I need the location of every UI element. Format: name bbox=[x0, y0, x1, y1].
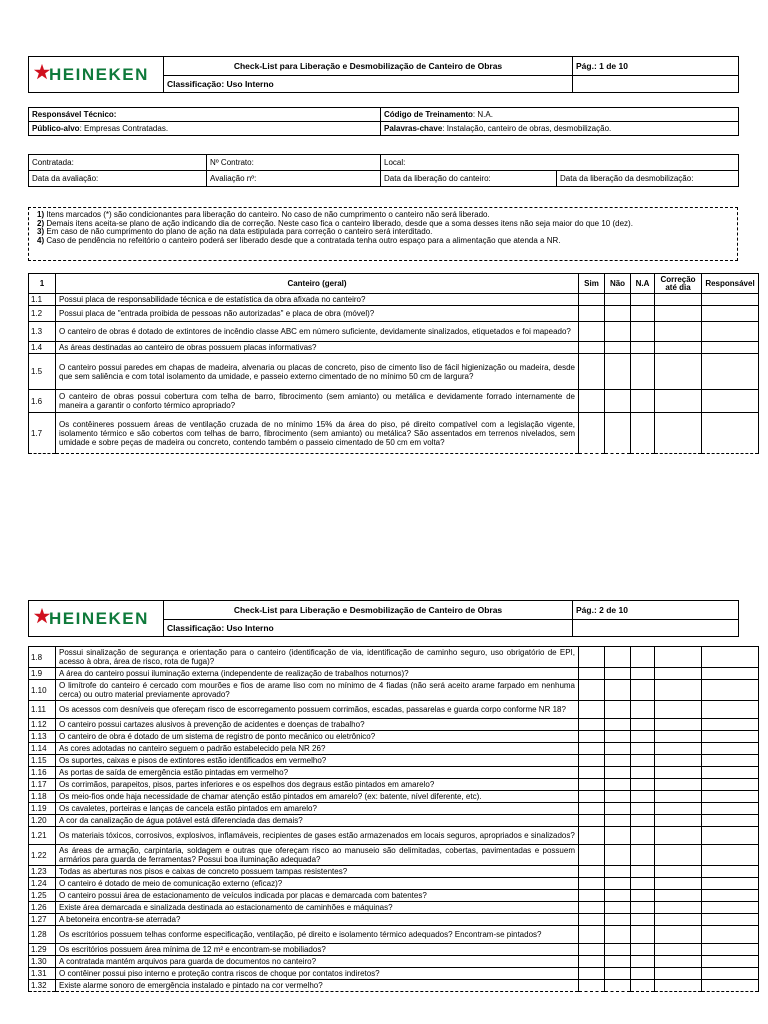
answer-na-cell[interactable] bbox=[631, 342, 655, 354]
item-question: O canteiro de obra é dotado de um sistema de registro de ponto mecânico ou eletrônico? bbox=[56, 731, 579, 743]
answer-nao-cell[interactable] bbox=[605, 980, 631, 992]
correction-date-cell[interactable] bbox=[655, 701, 702, 719]
checklist-row bbox=[29, 668, 759, 680]
item-question: Os escritórios possuem telhas conforme especificação, ventilação, pé direito e isolamento térmico adequados? Encontram-se pintados? bbox=[56, 926, 579, 944]
item-number: 1.18 bbox=[29, 791, 56, 803]
checklist-row bbox=[29, 968, 759, 980]
item-number: 1.26 bbox=[29, 902, 56, 914]
item-question: Possui placa de responsabilidade técnica e de estatística da obra afixada no canteiro? bbox=[56, 294, 579, 306]
col-correction: Correção até dia bbox=[655, 274, 702, 294]
answer-nao-cell[interactable] bbox=[605, 294, 631, 306]
item-number: 1.25 bbox=[29, 890, 56, 902]
col-responsible: Responsável bbox=[702, 274, 759, 294]
item-question: Existe alarme sonoro de emergência instalado e pintado na cor vermelho? bbox=[56, 980, 579, 992]
item-number: 1.8 bbox=[29, 647, 56, 668]
checklist-row bbox=[29, 680, 759, 701]
item-number: 1.7 bbox=[29, 413, 56, 454]
answer-sim-cell[interactable] bbox=[579, 944, 605, 956]
item-question: As portas de saída de emergência estão pintadas em vermelho? bbox=[56, 767, 579, 779]
responsible-label: Responsável Técnico: bbox=[29, 108, 381, 122]
answer-nao-cell[interactable] bbox=[605, 866, 631, 878]
col-sim: Sim bbox=[579, 274, 605, 294]
answer-na-cell[interactable] bbox=[631, 322, 655, 342]
checklist-row bbox=[29, 731, 759, 743]
answer-na-cell[interactable] bbox=[631, 914, 655, 926]
answer-nao-cell[interactable] bbox=[605, 306, 631, 322]
responsible-cell[interactable] bbox=[702, 354, 759, 390]
note-3: 3) Em caso de não cumprimento do plano de ação na data estipulada para correção o canteiro será interditado. bbox=[37, 227, 433, 237]
item-question: Existe área demarcada e sinalizada destinada ao estacionamento de caminhões e máquinas? bbox=[56, 902, 579, 914]
item-question: A cor da canalização de água potável está diferenciada das demais? bbox=[56, 815, 579, 827]
answer-nao-cell[interactable] bbox=[605, 647, 631, 668]
checklist-row bbox=[29, 767, 759, 779]
answer-na-cell[interactable] bbox=[631, 944, 655, 956]
correction-date-cell[interactable] bbox=[655, 803, 702, 815]
checklist-row bbox=[29, 902, 759, 914]
answer-nao-cell[interactable] bbox=[605, 354, 631, 390]
item-number: 1.5 bbox=[29, 354, 56, 390]
item-number: 1.21 bbox=[29, 827, 56, 845]
answer-nao-cell[interactable] bbox=[605, 731, 631, 743]
keywords: Palavras-chave: Instalação, canteiro de obras, desmobilização. bbox=[381, 122, 739, 136]
classification: Classificação: Uso Interno bbox=[164, 76, 573, 93]
item-question: O canteiro possui paredes em chapas de madeira, alvenaria ou placas de concreto, piso de cimento liso de fácil higienização ou madeira, desde que sem saliência e com total isolamento da umidade, e passeio externo cimentado de no mínimo 50 cm de largura? bbox=[56, 354, 579, 390]
item-question: O canteiro de obras é dotado de extintores de incêndio classe ABC em número suficiente, devidamente sinalizados, etiquetados e foi mapeado? bbox=[56, 322, 579, 342]
responsible-cell[interactable] bbox=[702, 902, 759, 914]
answer-nao-cell[interactable] bbox=[605, 944, 631, 956]
answer-nao-cell[interactable] bbox=[605, 701, 631, 719]
note-1: 1) Itens marcados (*) são condicionantes para liberação do canteiro. No caso de não cumprimento o canteiro não será liberado. bbox=[37, 210, 490, 219]
responsible-cell[interactable] bbox=[702, 968, 759, 980]
answer-na-cell[interactable] bbox=[631, 731, 655, 743]
item-number: 1.24 bbox=[29, 878, 56, 890]
col-nao: Não bbox=[605, 274, 631, 294]
answer-sim-cell[interactable] bbox=[579, 845, 605, 866]
answer-sim-cell[interactable] bbox=[579, 390, 605, 413]
answer-na-cell[interactable] bbox=[631, 890, 655, 902]
answer-sim-cell[interactable] bbox=[579, 647, 605, 668]
answer-na-cell[interactable] bbox=[631, 294, 655, 306]
answer-nao-cell[interactable] bbox=[605, 719, 631, 731]
checklist-row bbox=[29, 647, 759, 668]
responsible-cell[interactable] bbox=[702, 743, 759, 755]
correction-date-cell[interactable] bbox=[655, 668, 702, 680]
brand-name: HEINEKEN bbox=[49, 65, 149, 84]
item-number: 1.27 bbox=[29, 914, 56, 926]
answer-nao-cell[interactable] bbox=[605, 803, 631, 815]
item-question: Os acessos com desníveis que ofereçam risco de escorregamento possuem corrimãos, escadas, passarelas e guarda corpo conforme NR 18? bbox=[56, 701, 579, 719]
item-number: 1.28 bbox=[29, 926, 56, 944]
correction-date-cell[interactable] bbox=[655, 944, 702, 956]
responsible-cell[interactable] bbox=[702, 803, 759, 815]
checklist-row bbox=[29, 306, 759, 322]
answer-na-cell[interactable] bbox=[631, 668, 655, 680]
info-table bbox=[28, 107, 738, 136]
checklist-row bbox=[29, 803, 759, 815]
responsible-cell[interactable] bbox=[702, 791, 759, 803]
correction-date-cell[interactable] bbox=[655, 390, 702, 413]
answer-na-cell[interactable] bbox=[631, 980, 655, 992]
correction-date-cell[interactable] bbox=[655, 413, 702, 454]
item-number: 1.3 bbox=[29, 322, 56, 342]
answer-nao-cell[interactable] bbox=[605, 322, 631, 342]
correction-date-cell[interactable] bbox=[655, 815, 702, 827]
answer-sim-cell[interactable] bbox=[579, 306, 605, 322]
item-number: 1.29 bbox=[29, 944, 56, 956]
answer-sim-cell[interactable] bbox=[579, 968, 605, 980]
responsible-cell[interactable] bbox=[702, 944, 759, 956]
answer-sim-cell[interactable] bbox=[579, 902, 605, 914]
answer-sim-cell[interactable] bbox=[579, 680, 605, 701]
responsible-cell[interactable] bbox=[702, 413, 759, 454]
logo bbox=[29, 57, 164, 93]
answer-nao-cell[interactable] bbox=[605, 791, 631, 803]
answer-sim-cell[interactable] bbox=[579, 791, 605, 803]
answer-na-cell[interactable] bbox=[631, 354, 655, 390]
checklist-row bbox=[29, 294, 759, 306]
answer-nao-cell[interactable] bbox=[605, 827, 631, 845]
answer-nao-cell[interactable] bbox=[605, 668, 631, 680]
answer-sim-cell[interactable] bbox=[579, 354, 605, 390]
item-number: 1.19 bbox=[29, 803, 56, 815]
correction-date-cell[interactable] bbox=[655, 354, 702, 390]
answer-sim-cell[interactable] bbox=[579, 866, 605, 878]
page2-header bbox=[28, 600, 738, 637]
responsible-cell[interactable] bbox=[702, 719, 759, 731]
answer-nao-cell[interactable] bbox=[605, 890, 631, 902]
responsible-cell[interactable] bbox=[702, 827, 759, 845]
item-number: 1.1 bbox=[29, 294, 56, 306]
answer-na-cell[interactable] bbox=[631, 743, 655, 755]
answer-na-cell[interactable] bbox=[631, 845, 655, 866]
checklist-page2 bbox=[28, 646, 738, 992]
correction-date-cell[interactable] bbox=[655, 956, 702, 968]
item-question: Possui sinalização de segurança e orientação para o canteiro (identificação de via, identificação de caminho seguro, uso obrigatório de EPI, acesso à obra, área de risco, rota de fuga)? bbox=[56, 647, 579, 668]
checklist-row bbox=[29, 926, 759, 944]
answer-nao-cell[interactable] bbox=[605, 342, 631, 354]
item-question: Os cavaletes, porteiras e lanças de cancela estão pintados em amarelo? bbox=[56, 803, 579, 815]
responsible-cell[interactable] bbox=[702, 890, 759, 902]
checklist-row bbox=[29, 914, 759, 926]
checklist-row bbox=[29, 354, 759, 390]
item-number: 1.4 bbox=[29, 342, 56, 354]
answer-na-cell[interactable] bbox=[631, 779, 655, 791]
checklist-row bbox=[29, 827, 759, 845]
correction-date-cell[interactable] bbox=[655, 779, 702, 791]
item-question: Todas as aberturas nos pisos e caixas de concreto possuem tampas resistentes? bbox=[56, 866, 579, 878]
item-number: 1.11 bbox=[29, 701, 56, 719]
correction-date-cell[interactable] bbox=[655, 342, 702, 354]
item-question: O canteiro é dotado de meio de comunicação externo (eficaz)? bbox=[56, 878, 579, 890]
answer-na-cell[interactable] bbox=[631, 647, 655, 668]
answer-na-cell[interactable] bbox=[631, 791, 655, 803]
item-question: A betoneira encontra-se aterrada? bbox=[56, 914, 579, 926]
correction-date-cell[interactable] bbox=[655, 719, 702, 731]
answer-na-cell[interactable] bbox=[631, 413, 655, 454]
item-number: 1.13 bbox=[29, 731, 56, 743]
brand-name: HEINEKEN bbox=[49, 609, 149, 628]
answer-na-cell[interactable] bbox=[631, 701, 655, 719]
answer-na-cell[interactable] bbox=[631, 878, 655, 890]
answer-sim-cell[interactable] bbox=[579, 294, 605, 306]
answer-na-cell[interactable] bbox=[631, 956, 655, 968]
checklist-row bbox=[29, 701, 759, 719]
training-code: Código de Treinamento: N.A. bbox=[381, 108, 739, 122]
checklist-row bbox=[29, 980, 759, 992]
answer-nao-cell[interactable] bbox=[605, 743, 631, 755]
answer-nao-cell[interactable] bbox=[605, 779, 631, 791]
answer-nao-cell[interactable] bbox=[605, 815, 631, 827]
responsible-cell[interactable] bbox=[702, 980, 759, 992]
contractor-field[interactable]: Contratada: bbox=[29, 155, 207, 171]
answer-nao-cell[interactable] bbox=[605, 845, 631, 866]
col-na: N.A bbox=[631, 274, 655, 294]
checklist-row bbox=[29, 890, 759, 902]
responsible-cell[interactable] bbox=[702, 767, 759, 779]
section-number: 1 bbox=[29, 274, 56, 294]
responsible-cell[interactable] bbox=[702, 845, 759, 866]
responsible-cell[interactable] bbox=[702, 866, 759, 878]
answer-sim-cell[interactable] bbox=[579, 779, 605, 791]
correction-date-cell[interactable] bbox=[655, 294, 702, 306]
correction-date-cell[interactable] bbox=[655, 767, 702, 779]
responsible-cell[interactable] bbox=[702, 294, 759, 306]
correction-date-cell[interactable] bbox=[655, 914, 702, 926]
answer-sim-cell[interactable] bbox=[579, 731, 605, 743]
logo bbox=[29, 601, 164, 637]
item-number: 1.9 bbox=[29, 668, 56, 680]
correction-date-cell[interactable] bbox=[655, 866, 702, 878]
answer-nao-cell[interactable] bbox=[605, 956, 631, 968]
answer-sim-cell[interactable] bbox=[579, 413, 605, 454]
item-question: O canteiro de obras possui cobertura com telha de barro, fibrocimento (sem amianto) ou metálica e devidamente forrado internamente de maneira a garantir o conforto térmico apropriado? bbox=[56, 390, 579, 413]
checklist-row bbox=[29, 866, 759, 878]
page1-header bbox=[28, 56, 738, 93]
fields-table bbox=[28, 154, 738, 187]
answer-sim-cell[interactable] bbox=[579, 980, 605, 992]
answer-na-cell[interactable] bbox=[631, 680, 655, 701]
correction-date-cell[interactable] bbox=[655, 647, 702, 668]
item-question: Os corrimãos, parapeitos, pisos, partes inferiores e os espelhos dos degraus estão pintados em amarelo? bbox=[56, 779, 579, 791]
answer-na-cell[interactable] bbox=[631, 866, 655, 878]
checklist-row bbox=[29, 791, 759, 803]
item-question: Possui placa de "entrada proibida de pessoas não autorizadas" e placa de obra (móvel)? bbox=[56, 306, 579, 322]
answer-sim-cell[interactable] bbox=[579, 803, 605, 815]
answer-na-cell[interactable] bbox=[631, 902, 655, 914]
note-4: 4) Caso de pendência no refeitório o canteiro poderá ser liberado desde que a contratada tenha outro espaço para a alimentação que atenda a NR. bbox=[37, 235, 561, 245]
item-question: Os contêineres possuem áreas de ventilação cruzada de no mínimo 15% da área do piso, pé direito compatível com a legislação vigente, isolamento térmico e são cobertos com telhas de barro, fibrocimento (sem amianto) ou metálica? São assentados em terrenos nivelados, sem umidade e sobre peças de madeira ou concreto, contendo também o passeio cimentado de 50 cm em volta? bbox=[56, 413, 579, 454]
answer-na-cell[interactable] bbox=[631, 390, 655, 413]
answer-na-cell[interactable] bbox=[631, 926, 655, 944]
responsible-cell[interactable] bbox=[702, 390, 759, 413]
responsible-cell[interactable] bbox=[702, 668, 759, 680]
responsible-cell[interactable] bbox=[702, 755, 759, 767]
item-question: As áreas de armação, carpintaria, soldagem e outras que ofereçam risco ao manuseio são delimitadas, cobertas, pavimentadas e possuem armários para guarda de ferramentas? Possui boa iluminação adequada? bbox=[56, 845, 579, 866]
checklist-row bbox=[29, 322, 759, 342]
checklist-row bbox=[29, 755, 759, 767]
correction-date-cell[interactable] bbox=[655, 878, 702, 890]
answer-na-cell[interactable] bbox=[631, 803, 655, 815]
responsible-cell[interactable] bbox=[702, 878, 759, 890]
item-question: Os materiais tóxicos, corrosivos, explosivos, inflamáveis, recipientes de gases estão armazenados em locais seguros, apropriados e sinalizados? bbox=[56, 827, 579, 845]
item-question: Os escritórios possuem área mínima de 12 m² e encontram-se mobiliados? bbox=[56, 944, 579, 956]
item-question: As cores adotadas no canteiro seguem o padrão estabelecido pela NR 26? bbox=[56, 743, 579, 755]
answer-na-cell[interactable] bbox=[631, 827, 655, 845]
correction-date-cell[interactable] bbox=[655, 306, 702, 322]
checklist-row bbox=[29, 779, 759, 791]
item-number: 1.30 bbox=[29, 956, 56, 968]
correction-date-cell[interactable] bbox=[655, 755, 702, 767]
answer-na-cell[interactable] bbox=[631, 968, 655, 980]
answer-na-cell[interactable] bbox=[631, 815, 655, 827]
item-number: 1.6 bbox=[29, 390, 56, 413]
answer-nao-cell[interactable] bbox=[605, 680, 631, 701]
answer-sim-cell[interactable] bbox=[579, 815, 605, 827]
responsible-cell[interactable] bbox=[702, 956, 759, 968]
item-number: 1.12 bbox=[29, 719, 56, 731]
item-number: 1.2 bbox=[29, 306, 56, 322]
checklist-row bbox=[29, 956, 759, 968]
checklist-row bbox=[29, 878, 759, 890]
item-number: 1.17 bbox=[29, 779, 56, 791]
item-number: 1.23 bbox=[29, 866, 56, 878]
checklist-row bbox=[29, 944, 759, 956]
correction-date-cell[interactable] bbox=[655, 926, 702, 944]
note-2: 2) Demais itens aceita-se plano de ação indicando dia de correção. Neste caso fica o canteiro liberado, desde que a soma desses itens não seja maior do que 10 (dez). bbox=[37, 218, 633, 228]
checklist-row bbox=[29, 845, 759, 866]
correction-date-cell[interactable] bbox=[655, 680, 702, 701]
responsible-cell[interactable] bbox=[702, 306, 759, 322]
document-title: Check-List para Liberação e Desmobilização de Canteiro de Obras bbox=[164, 57, 573, 76]
evaluation-number-field[interactable]: Avaliação nº: bbox=[207, 171, 381, 187]
item-question: Os meio-fios onde haja necessidade de chamar atenção estão pintados em amarelo? (ex: batente, nível diferente, etc). bbox=[56, 791, 579, 803]
answer-sim-cell[interactable] bbox=[579, 322, 605, 342]
answer-sim-cell[interactable] bbox=[579, 755, 605, 767]
evaluation-date-field[interactable]: Data da avaliação: bbox=[29, 171, 207, 187]
page-number: Pág.: 2 de 10 bbox=[573, 601, 739, 620]
answer-sim-cell[interactable] bbox=[579, 743, 605, 755]
responsible-cell[interactable] bbox=[702, 779, 759, 791]
correction-date-cell[interactable] bbox=[655, 845, 702, 866]
contract-number-field[interactable]: Nº Contrato: bbox=[207, 155, 381, 171]
answer-sim-cell[interactable] bbox=[579, 926, 605, 944]
responsible-cell[interactable] bbox=[702, 926, 759, 944]
item-number: 1.32 bbox=[29, 980, 56, 992]
section-title: Canteiro (geral) bbox=[56, 274, 579, 294]
answer-nao-cell[interactable] bbox=[605, 914, 631, 926]
item-question: O contêiner possui piso interno e proteção contra riscos de choque por contatos indiretos? bbox=[56, 968, 579, 980]
answer-nao-cell[interactable] bbox=[605, 390, 631, 413]
item-number: 1.10 bbox=[29, 680, 56, 701]
answer-sim-cell[interactable] bbox=[579, 890, 605, 902]
demobilization-date-field[interactable]: Data da liberação da desmobilização: bbox=[557, 171, 739, 187]
checklist-page1 bbox=[28, 273, 755, 454]
answer-sim-cell[interactable] bbox=[579, 767, 605, 779]
answer-nao-cell[interactable] bbox=[605, 878, 631, 890]
answer-na-cell[interactable] bbox=[631, 767, 655, 779]
checklist-row bbox=[29, 815, 759, 827]
item-number: 1.16 bbox=[29, 767, 56, 779]
answer-na-cell[interactable] bbox=[631, 755, 655, 767]
document-title: Check-List para Liberação e Desmobilização de Canteiro de Obras bbox=[164, 601, 573, 620]
responsible-cell[interactable] bbox=[702, 815, 759, 827]
correction-date-cell[interactable] bbox=[655, 980, 702, 992]
answer-nao-cell[interactable] bbox=[605, 413, 631, 454]
answer-nao-cell[interactable] bbox=[605, 767, 631, 779]
item-question: Os suportes, caixas e pisos de extintores estão identificados em vermelho? bbox=[56, 755, 579, 767]
answer-sim-cell[interactable] bbox=[579, 914, 605, 926]
responsible-cell[interactable] bbox=[702, 680, 759, 701]
answer-nao-cell[interactable] bbox=[605, 755, 631, 767]
item-number: 1.20 bbox=[29, 815, 56, 827]
item-number: 1.31 bbox=[29, 968, 56, 980]
responsible-cell[interactable] bbox=[702, 701, 759, 719]
item-question: O canteiro possui área de estacionamento de veículos indicada por placas e demarcada com batentes? bbox=[56, 890, 579, 902]
answer-na-cell[interactable] bbox=[631, 306, 655, 322]
answer-nao-cell[interactable] bbox=[605, 968, 631, 980]
answer-nao-cell[interactable] bbox=[605, 902, 631, 914]
blank-cell bbox=[573, 76, 739, 93]
answer-sim-cell[interactable] bbox=[579, 956, 605, 968]
item-question: As áreas destinadas ao canteiro de obras possuem placas informativas? bbox=[56, 342, 579, 354]
page-number: Pág.: 1 de 10 bbox=[573, 57, 739, 76]
answer-sim-cell[interactable] bbox=[579, 701, 605, 719]
correction-date-cell[interactable] bbox=[655, 731, 702, 743]
item-question: O canteiro possui cartazes alusivos à prevenção de acidentes e doenças de trabalho? bbox=[56, 719, 579, 731]
answer-sim-cell[interactable] bbox=[579, 719, 605, 731]
item-number: 1.14 bbox=[29, 743, 56, 755]
target-audience: Público-alvo: Empresas Contratadas. bbox=[29, 122, 381, 136]
blank-cell bbox=[573, 620, 739, 637]
responsible-cell[interactable] bbox=[702, 647, 759, 668]
answer-na-cell[interactable] bbox=[631, 719, 655, 731]
checklist-row bbox=[29, 342, 759, 354]
checklist-row bbox=[29, 413, 759, 454]
correction-date-cell[interactable] bbox=[655, 902, 702, 914]
item-question: A contratada mantém arquivos para guarda de documentos no canteiro? bbox=[56, 956, 579, 968]
answer-sim-cell[interactable] bbox=[579, 668, 605, 680]
item-question: O limítrofe do canteiro é cercado com mourões e fios de arame liso com no mínimo de 4 fiadas (não será aceito arame farpado em nenhuma cerca) ou outro material previamente aprovado? bbox=[56, 680, 579, 701]
item-number: 1.15 bbox=[29, 755, 56, 767]
answer-sim-cell[interactable] bbox=[579, 878, 605, 890]
correction-date-cell[interactable] bbox=[655, 968, 702, 980]
release-date-field[interactable]: Data da liberação do canteiro: bbox=[381, 171, 557, 187]
item-question: A área do canteiro possui iluminação externa (independente de realização de trabalhos noturnos)? bbox=[56, 668, 579, 680]
responsible-cell[interactable] bbox=[702, 342, 759, 354]
correction-date-cell[interactable] bbox=[655, 743, 702, 755]
answer-sim-cell[interactable] bbox=[579, 827, 605, 845]
correction-date-cell[interactable] bbox=[655, 791, 702, 803]
responsible-cell[interactable] bbox=[702, 914, 759, 926]
checklist-row bbox=[29, 743, 759, 755]
correction-date-cell[interactable] bbox=[655, 322, 702, 342]
checklist-row bbox=[29, 390, 759, 413]
responsible-cell[interactable] bbox=[702, 322, 759, 342]
answer-sim-cell[interactable] bbox=[579, 342, 605, 354]
correction-date-cell[interactable] bbox=[655, 890, 702, 902]
location-field[interactable]: Local: bbox=[381, 155, 739, 171]
responsible-cell[interactable] bbox=[702, 731, 759, 743]
checklist-row bbox=[29, 719, 759, 731]
correction-date-cell[interactable] bbox=[655, 827, 702, 845]
instructions-box bbox=[28, 207, 738, 261]
classification: Classificação: Uso Interno bbox=[164, 620, 573, 637]
item-number: 1.22 bbox=[29, 845, 56, 866]
answer-nao-cell[interactable] bbox=[605, 926, 631, 944]
